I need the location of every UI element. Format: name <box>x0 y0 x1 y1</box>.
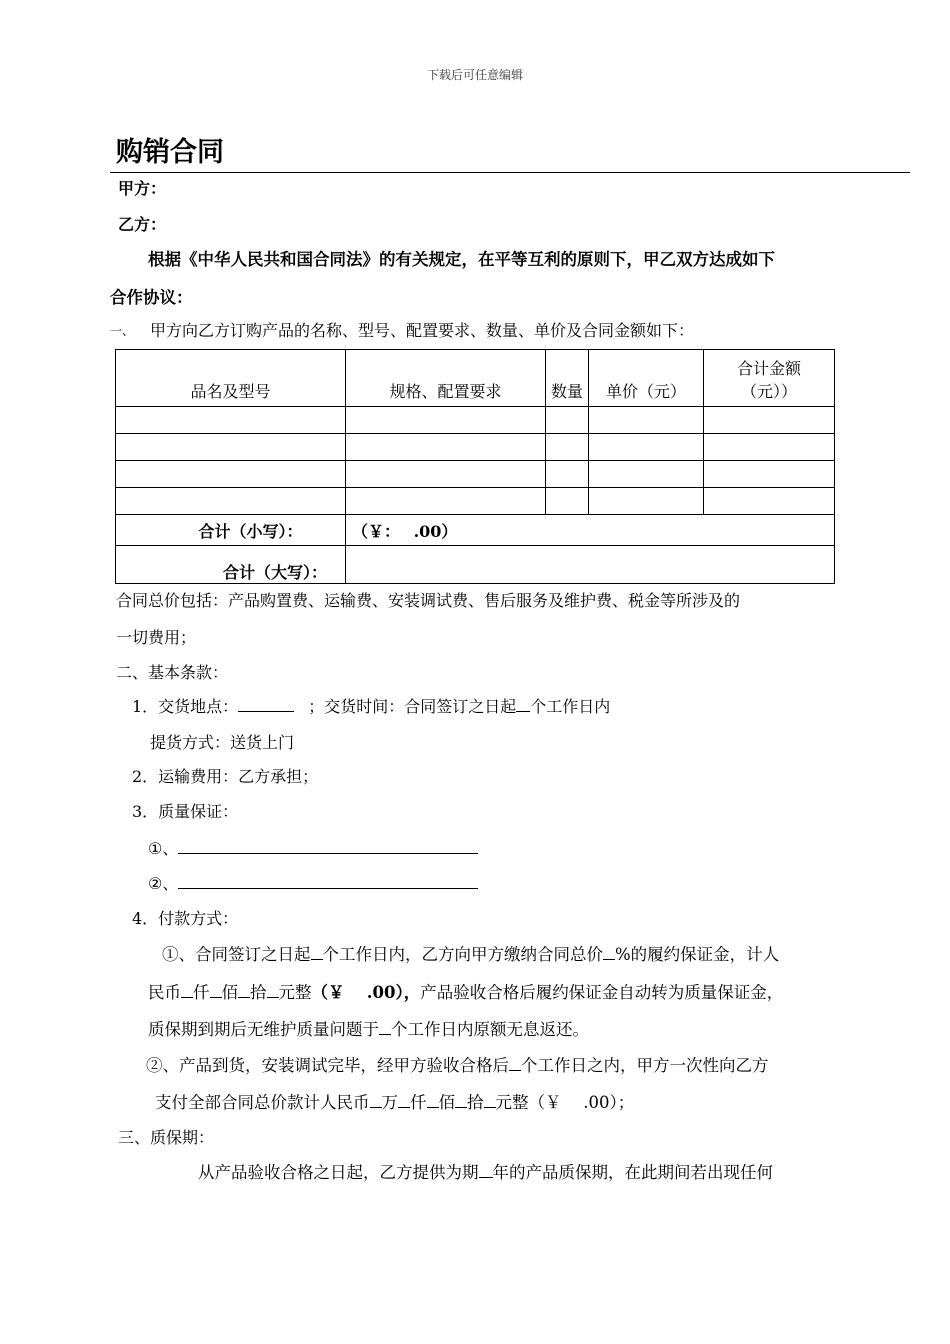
goods-table <box>115 349 835 584</box>
payment-1-text: 质保期到期后无维护质量问题于 <box>148 1020 379 1039</box>
table-cell[interactable] <box>589 461 704 488</box>
table-cell[interactable] <box>546 434 589 461</box>
payment-1-line-2 <box>148 979 783 1003</box>
table-cell[interactable] <box>546 488 589 515</box>
amount-blank[interactable] <box>210 983 222 998</box>
quality-item-2-blank[interactable] <box>178 874 478 889</box>
table-row <box>116 488 835 515</box>
payment-2-text: 佰 <box>438 1093 455 1112</box>
table-cell[interactable] <box>546 461 589 488</box>
sum-big-label: 合计（大写）： <box>116 546 346 584</box>
amount-blank[interactable] <box>267 983 279 998</box>
payment-1-text: 个工作日内原额无息返还。 <box>391 1020 589 1039</box>
title-divider <box>110 172 910 173</box>
payment-2-text: 万 <box>381 1093 398 1112</box>
clause-quality: 3．质量保证： <box>132 802 239 821</box>
amount-blank[interactable] <box>484 1093 496 1108</box>
header-note: 下载后可任意编辑 <box>426 68 523 82</box>
party-b-label: 乙方： <box>118 215 167 234</box>
payment-2-text: 支付全部合同总价款计人民币 <box>155 1093 370 1112</box>
section1-text: 甲方向乙方订购产品的名称、型号、配置要求、数量、单价及合同金额如下： <box>150 321 695 340</box>
payment-1-percent-blank[interactable] <box>603 945 615 960</box>
col-header-name: 品名及型号 <box>116 350 346 407</box>
payment-1-text: 个工作日内，乙方向甲方缴纳合同总价 <box>322 945 603 964</box>
quality-item-2 <box>148 871 478 894</box>
clause-payment: 4．付款方式： <box>132 909 239 928</box>
table-cell[interactable] <box>589 434 704 461</box>
table-cell[interactable] <box>704 461 835 488</box>
quality-item-2-marker: ②、 <box>148 874 179 893</box>
table-row <box>116 461 835 488</box>
payment-1-text: ①、合同签订之日起 <box>162 945 311 964</box>
section2-heading: 二、基本条款： <box>116 663 229 682</box>
sum-small-value[interactable]: （￥： .00） <box>346 515 835 546</box>
table-cell[interactable] <box>116 488 346 515</box>
col-header-qty: 数量 <box>546 350 589 407</box>
quality-item-1 <box>148 836 478 859</box>
sum-small-label: 合计（小写）： <box>116 515 346 546</box>
warranty-text: 年的产品质保期，在此期间若出现任何 <box>492 1163 773 1182</box>
table-cell[interactable] <box>116 407 346 434</box>
payment-2-days-blank[interactable] <box>509 1056 521 1071</box>
preamble-line-2: 合作协议： <box>110 288 193 307</box>
table-cell[interactable] <box>704 407 835 434</box>
clause-shipping-cost: 2．运输费用：乙方承担； <box>132 767 319 786</box>
payment-2-line-2 <box>155 1089 634 1113</box>
col-header-unit-price: 单价（元） <box>589 350 704 407</box>
amount-blank[interactable] <box>427 1093 439 1108</box>
col-header-total-line2: （元）） <box>740 382 797 401</box>
payment-1-line-3 <box>148 1016 589 1040</box>
clause-delivery <box>132 694 610 717</box>
payment-2-text: 拾 <box>467 1093 484 1112</box>
payment-1-text: 民币 <box>148 983 181 1002</box>
table-cell[interactable] <box>589 407 704 434</box>
table-row <box>116 434 835 461</box>
sum-small-row <box>116 515 835 546</box>
warranty-text: 从产品验收合格之日起，乙方提供为期 <box>198 1163 479 1182</box>
table-cell[interactable] <box>346 407 546 434</box>
amount-blank[interactable] <box>370 1093 382 1108</box>
payment-1-text: 拾 <box>250 983 267 1002</box>
payment-1-text: %的履约保证金，计人 <box>615 945 780 964</box>
table-header-row <box>116 350 835 407</box>
preamble-line-1: 根据《中华人民共和国合同法》的有关规定，在平等互利的原则下，甲乙双方达成如下 <box>148 250 775 269</box>
payment-1-days-blank[interactable] <box>311 945 323 960</box>
delivery-days-blank[interactable] <box>516 697 530 712</box>
sum-big-value[interactable] <box>346 546 835 584</box>
table-cell[interactable] <box>346 488 546 515</box>
col-header-total-line1: 合计金额 <box>736 359 801 378</box>
payment-2-text: 元整（￥ .00）； <box>495 1093 635 1112</box>
delivery-place-blank[interactable] <box>238 697 294 712</box>
section3-line-1 <box>198 1159 773 1183</box>
table-cell[interactable] <box>116 461 346 488</box>
payment-2-text: 仟 <box>410 1093 427 1112</box>
payment-1-text: 元整 <box>278 983 312 1002</box>
table-cell[interactable] <box>346 461 546 488</box>
table-cell[interactable] <box>704 434 835 461</box>
payment-1-amount: （￥ .00）， <box>311 983 421 1002</box>
payment-2-line-1 <box>146 1052 769 1076</box>
quality-item-1-blank[interactable] <box>178 839 478 854</box>
payment-1-line-1 <box>162 941 779 965</box>
amount-blank[interactable] <box>398 1093 410 1108</box>
payment-2-text: 个工作日之内，甲方一次性向乙方 <box>521 1056 769 1075</box>
amount-blank[interactable] <box>181 983 193 998</box>
total-note-line-1: 合同总价包括：产品购置费、运输费、安装调试费、售后服务及维护费、税金等所涉及的 <box>116 591 741 610</box>
table-cell[interactable] <box>704 488 835 515</box>
section1-number: 一、 <box>110 324 135 338</box>
delivery-time-label: ；交货时间：合同签订之日起 <box>308 697 517 716</box>
party-a-label: 甲方： <box>118 179 167 198</box>
payment-1-text: 产品验收合格后履约保证金自动转为质量保证金， <box>420 983 784 1002</box>
delivery-time-end: 个工作日内 <box>530 697 611 716</box>
quality-item-1-marker: ①、 <box>148 839 179 858</box>
section3-heading: 三、质保期： <box>118 1128 215 1147</box>
table-cell[interactable] <box>346 434 546 461</box>
col-header-spec: 规格、配置要求 <box>346 350 546 407</box>
amount-blank[interactable] <box>238 983 250 998</box>
delivery-place-label: 1．交货地点： <box>132 697 239 716</box>
col-header-total <box>704 350 835 407</box>
amount-blank[interactable] <box>455 1093 467 1108</box>
table-row <box>116 407 835 434</box>
sum-big-row <box>116 546 835 584</box>
payment-2-text: ②、产品到货，安装调试完毕，经甲方验收合格后 <box>146 1056 509 1075</box>
table-cell[interactable] <box>589 488 704 515</box>
total-note-line-2: 一切费用； <box>116 628 197 647</box>
warranty-years-blank[interactable] <box>479 1163 493 1178</box>
table-cell[interactable] <box>546 407 589 434</box>
document-title: 购销合同 <box>116 137 224 168</box>
payment-1-text: 仟 <box>193 983 210 1002</box>
payment-1-text: 佰 <box>221 983 238 1002</box>
pickup-method: 提货方式：送货上门 <box>150 733 295 752</box>
table-cell[interactable] <box>116 434 346 461</box>
return-days-blank[interactable] <box>379 1020 391 1035</box>
